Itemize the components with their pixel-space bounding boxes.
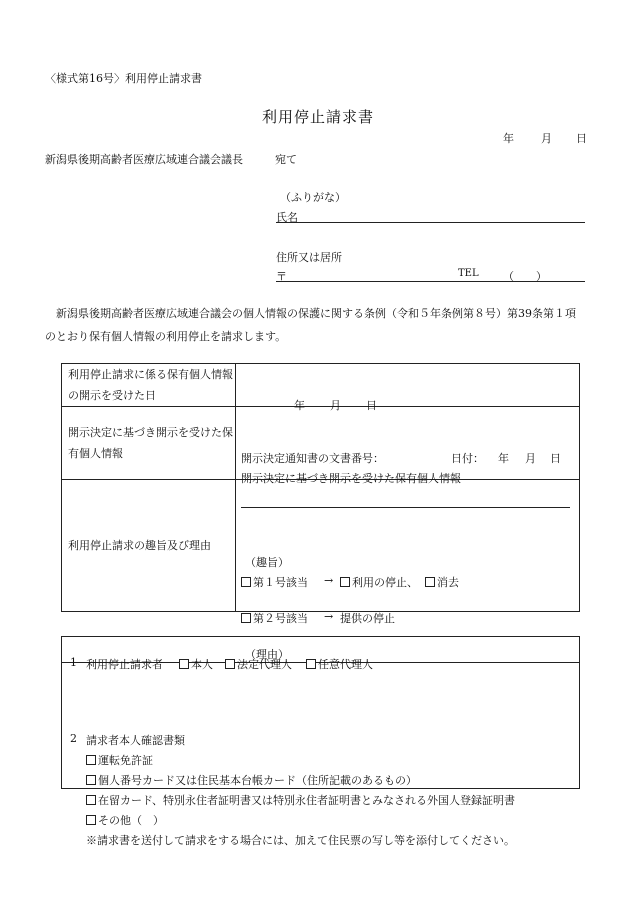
page-title: 利用停止請求書: [262, 108, 375, 126]
purpose-reason-label: 利用停止請求の趣旨及び理由: [68, 539, 211, 552]
form-number: 〈様式第16号〉利用停止請求書: [45, 72, 202, 85]
id-docs-number: 2: [70, 731, 77, 745]
id-docs-note: ※請求書を送付して請求をする場合には、加えて住民票の写し等を添付してください。: [86, 833, 515, 847]
checkbox[interactable]: [86, 775, 96, 785]
disclosed-info-cell[interactable]: [236, 407, 580, 485]
residence-card-label: 在留カード、特別永住者証明書又は特別永住者証明書とみなされる外国人登録証明書: [98, 793, 516, 807]
checkbox[interactable]: [86, 755, 96, 765]
request-table: [61, 363, 580, 661]
date-month-label: 月: [541, 132, 552, 145]
requester-label: 利用停止請求者: [86, 657, 163, 671]
id-docs-label: 請求者本人確認書類: [86, 733, 185, 747]
reason-label: （理由）: [245, 647, 289, 661]
stop-use-label: 利用の停止、: [352, 575, 418, 589]
name-label: 氏名: [276, 211, 298, 224]
option-legal-agent[interactable]: [225, 656, 292, 672]
disclosure-day: 日: [366, 399, 377, 412]
date-day-label: 日: [576, 132, 587, 145]
mynumber-card-label: 個人番号カード又は住民基本台帳カード（住所記載のあるもの）: [98, 773, 417, 787]
stop-provision-label: 提供の停止: [340, 611, 395, 625]
disclosure-date-cell[interactable]: [236, 364, 580, 412]
checkbox[interactable]: [241, 577, 251, 587]
doc-day: 日: [550, 452, 561, 465]
id-doc-other[interactable]: [86, 812, 164, 828]
purpose-reason-label-cell: [62, 480, 236, 612]
addressee-suffix: 宛て: [275, 153, 297, 166]
disclosed-info-line-label: 開示決定に基づき開示を受けた保有個人情報: [241, 472, 461, 485]
disclosure-year: 年: [294, 399, 305, 412]
purpose-label: （趣旨）: [245, 555, 289, 569]
requester-table: [61, 636, 580, 847]
option-self[interactable]: [179, 656, 213, 672]
doc-date-label: 日付：: [451, 452, 484, 465]
legal-agent-label: 法定代理人: [237, 657, 292, 671]
disclosed-info-label-cell: [62, 407, 236, 480]
requester-type-cell: [62, 637, 580, 671]
tel-label: TEL: [458, 268, 479, 279]
option-voluntary-agent[interactable]: [306, 656, 373, 672]
checkbox[interactable]: [86, 815, 96, 825]
drivers-license-label: 運転免許証: [98, 753, 153, 767]
addressee: 新潟県後期高齢者医療広域連合議会議長: [45, 153, 243, 166]
furigana-label: （ふりがな）: [280, 191, 346, 204]
clause2-label: 第２号該当: [253, 611, 308, 625]
id-doc-mynumber-card[interactable]: [86, 772, 417, 788]
arrow-icon: →: [324, 573, 334, 587]
option-clause1[interactable]: [241, 574, 308, 590]
intro-paragraph: 新潟県後期高齢者医療広域連合議会の個人情報の保護に関する条例（令和５年条例第８号）第39条第１項のとおり保有個人情報の利用停止を請求します。: [45, 307, 576, 343]
requester-number: 1: [70, 655, 77, 669]
doc-year: 年: [498, 452, 509, 465]
disclosure-date-label: 利用停止請求に係る保有個人情報の開示を受けた日: [68, 368, 233, 402]
disclosure-month: 月: [330, 399, 341, 412]
doc-month: 月: [525, 452, 536, 465]
erase-label: 消去: [437, 575, 459, 589]
purpose-reason-cell[interactable]: [236, 480, 580, 661]
disclosure-date-label-cell: [62, 364, 236, 407]
id-doc-drivers-license[interactable]: [86, 752, 153, 768]
id-doc-residence-card[interactable]: [86, 792, 515, 808]
address-field-line[interactable]: [276, 281, 585, 282]
other-label: その他（ ）: [98, 813, 164, 827]
arrow-icon: →: [324, 609, 334, 623]
option-clause2[interactable]: [241, 610, 308, 626]
option-erase[interactable]: [425, 574, 459, 590]
clause1-label: 第１号該当: [253, 575, 308, 589]
doc-number-label: 開示決定通知書の文書番号：: [241, 452, 384, 465]
option-stop-use[interactable]: [340, 574, 418, 590]
disclosed-info-label: 開示決定に基づき開示を受けた保有個人情報: [68, 426, 233, 460]
id-documents-cell: [62, 663, 580, 847]
name-field-line[interactable]: [276, 222, 585, 223]
postal-mark: 〒: [276, 270, 287, 283]
disclosed-info-field-line[interactable]: [241, 507, 570, 508]
tel-parens: （ ）: [503, 270, 547, 283]
checkbox[interactable]: [425, 577, 435, 587]
voluntary-agent-label: 任意代理人: [318, 657, 373, 671]
address-label: 住所又は居所: [276, 251, 342, 264]
checkbox[interactable]: [340, 577, 350, 587]
checkbox[interactable]: [179, 659, 189, 669]
self-label: 本人: [191, 657, 213, 671]
checkbox[interactable]: [225, 659, 235, 669]
checkbox[interactable]: [306, 659, 316, 669]
checkbox[interactable]: [241, 613, 251, 623]
date-year-label: 年: [503, 132, 514, 145]
checkbox[interactable]: [86, 795, 96, 805]
